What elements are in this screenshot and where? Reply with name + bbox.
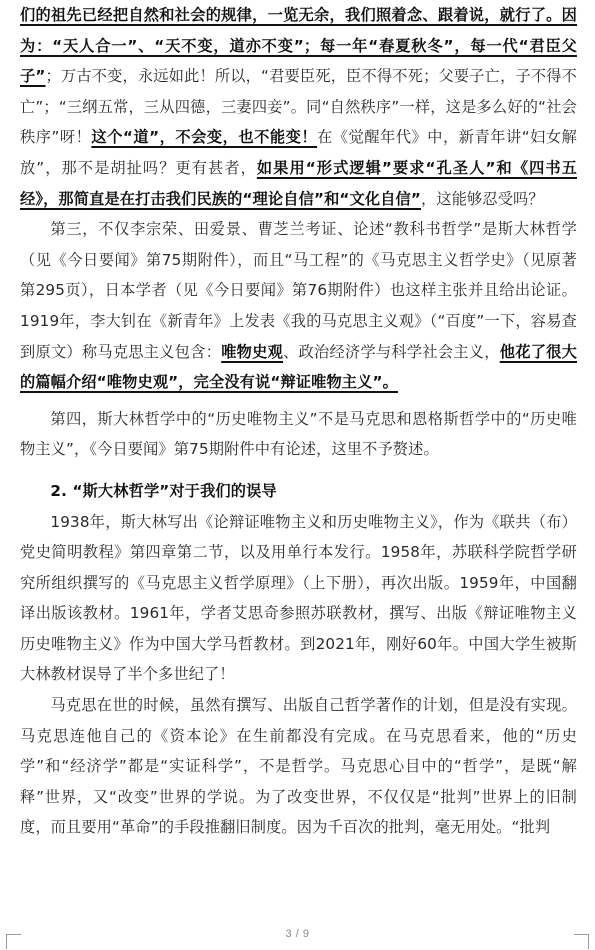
underlined-bold-text: 唯物史观 [221, 342, 284, 361]
paragraph-2 [20, 214, 577, 398]
body-text: 、政治经济学与科学社会主义， [283, 342, 500, 361]
body-text: 在《觉醒年代》中，新青年讲“妇女解放”，那不是胡扯吗？更有甚者， [20, 128, 577, 177]
underlined-bold-text: 这个“道”，不会变，也不能变！ [91, 128, 318, 147]
page-number: 3 / 9 [285, 928, 310, 940]
document-body [20, 0, 577, 843]
page-corner-right-icon [574, 934, 589, 949]
body-text: 第三，不仅李宗荣、田爱景、曹芝兰考证、论述“教科书哲学”是斯大林哲学（见《今日要闻》第75期附件），而且“马工程”的《马克思主义哲学史》（见原著第295页），日本学者（见《今日要闻》第76期附件）也这样主张并且给出论证。1919年，李大钊在《新青年》上发表《我的马克思主义观》（“百度”一下，容易查到原文）称马克思主义包含： [20, 220, 577, 361]
body-text: 马克思在世的时候，虽然有撰写、出版自己哲学著作的计划，但是没有实现。马克思连他自己的《资本论》在生前都没有完成。在马克思看来，他的“历史学”和“经济学”都是“实证科学”，不是哲学。马克思心目中的“哲学”，是既“解释”世界，又“改变”世界的学说。为了改变世界，不仅仅是“批判”世界上的旧制度，而且要用“革命”的手段推翻旧制度。因为千百次的批判，毫无用处。“批判 [20, 696, 577, 837]
page-corner-left-icon [6, 934, 21, 949]
body-text: ；万古不变，永远如此！所以，“君要臣死，臣不得不死；父要子亡，子不得不亡”；“三纲五常，三从四德，三妻四妾”。同“自然秩序”一样，这是多么好的“社会秩序”呀！ [20, 67, 577, 147]
paragraph-3 [20, 404, 577, 465]
body-text: 1938年，斯大林写出《论辩证唯物主义和历史唯物主义》，作为《联共（布）党史简明教程》第四章第二节，以及用单行本发行。1958年，苏联科学院哲学研究所组织撰写的《马克思主义哲学原理》（上下册），再次出版。1959年，中国翻译出版该教材。1961年，学者艾思奇参照苏联教材，撰写、出版《辩证唯物主义 历史唯物主义》作为中国大学马哲教材。到2021年，刚好60年。中国大学生被斯大林教材误导了半个多世纪了！ [20, 512, 577, 684]
body-text: 第四，斯大林哲学中的“历史唯物主义”不是马克思和恩格斯哲学中的“历史唯物主义”，《今日要闻》第75期附件中有论述，这里不予赘述。 [20, 409, 577, 459]
underlined-bold-text: 他花了很大的篇幅介绍“唯物史观”，完全没有说“辩证唯物主义”。 [20, 342, 577, 392]
underlined-bold-text: 如果用“形式逻辑”要求“孔圣人”和《四书五经》，那简直是在打击我们民族的“理论自信”和“文化自信” [20, 158, 578, 208]
paragraph-5 [20, 690, 577, 843]
paragraph-1 [20, 0, 577, 214]
body-text: ，这能够忍受吗？ [421, 189, 544, 208]
underlined-bold-text: 们的祖先已经把自然和社会的规律，一览无余，我们照着念、跟着说，就行了。因为：“天人合一”、“天不变，道亦不变”；每一年“春夏秋冬”，每一代“君臣父子” [20, 6, 577, 86]
paragraph-4 [20, 507, 577, 691]
section-heading: 2. “斯大林哲学”对于我们的误导 [50, 481, 277, 500]
